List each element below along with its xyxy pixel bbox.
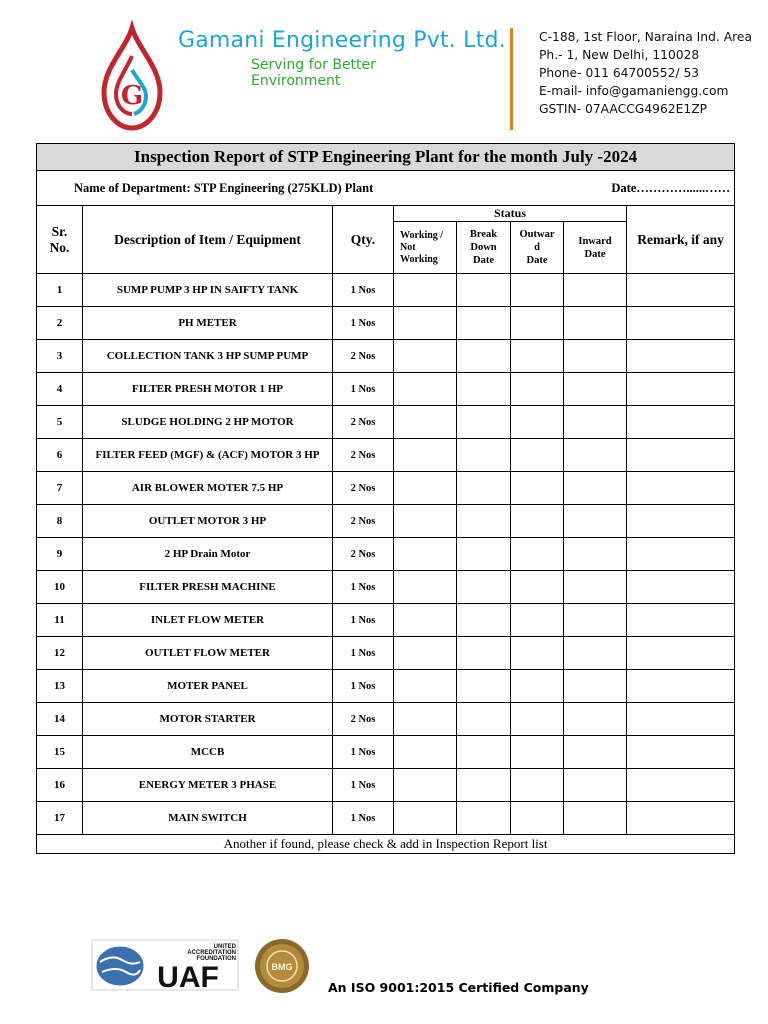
row-outward-date-cell[interactable] — [511, 505, 564, 538]
company-name: Gamani Engineering Pvt. Ltd. — [178, 28, 506, 53]
row-breakdown-date-cell[interactable] — [457, 373, 511, 406]
row-qty: 1 Nos — [333, 307, 394, 340]
row-remark-cell[interactable] — [627, 670, 735, 703]
col-status: Status — [394, 206, 627, 222]
table-row — [37, 571, 735, 604]
contact-email: E-mail- info@gamaniengg.com — [539, 84, 729, 98]
row-outward-date-cell[interactable] — [511, 538, 564, 571]
row-sr-no: 1 — [37, 274, 83, 307]
row-breakdown-date-cell[interactable] — [457, 505, 511, 538]
row-item-description: AIR BLOWER MOTER 7.5 HP — [83, 472, 333, 505]
header-divider — [510, 28, 513, 130]
row-working-cell[interactable] — [394, 274, 457, 307]
table-row — [37, 373, 735, 406]
row-sr-no: 5 — [37, 406, 83, 439]
row-working-cell[interactable] — [394, 604, 457, 637]
row-sr-no: 17 — [37, 802, 83, 835]
contact-address-line2: Ph.- 1, New Delhi, 110028 — [539, 48, 700, 62]
bmg-seal-icon — [240, 937, 324, 995]
row-outward-date-cell[interactable] — [511, 274, 564, 307]
table-row — [37, 604, 735, 637]
row-item-description: SUMP PUMP 3 HP IN SAIFTY TANK — [83, 274, 333, 307]
row-outward-date-cell[interactable] — [511, 340, 564, 373]
row-inward-date-cell[interactable] — [564, 670, 627, 703]
row-remark-cell[interactable] — [627, 406, 735, 439]
company-tagline: Serving for Better Environment — [251, 57, 376, 89]
row-qty: 1 Nos — [333, 802, 394, 835]
row-working-cell[interactable] — [394, 472, 457, 505]
col-outward-date — [511, 222, 564, 274]
col-breakdown-line2: Down — [470, 242, 497, 253]
uaf-text-line1: UNITED — [213, 944, 236, 950]
row-item-description: PH METER — [83, 307, 333, 340]
row-outward-date-cell[interactable] — [511, 769, 564, 802]
row-sr-no: 15 — [37, 736, 83, 769]
row-remark-cell[interactable] — [627, 439, 735, 472]
table-row — [37, 274, 735, 307]
uaf-text-line3: FOUNDATION — [196, 956, 236, 962]
row-qty: 1 Nos — [333, 637, 394, 670]
row-outward-date-cell[interactable] — [511, 571, 564, 604]
table-row — [37, 439, 735, 472]
col-outward-line3: Date — [526, 255, 548, 266]
col-breakdown-line1: Break — [469, 229, 498, 240]
row-inward-date-cell[interactable] — [564, 538, 627, 571]
row-sr-no: 12 — [37, 637, 83, 670]
table-row — [37, 670, 735, 703]
row-inward-date-cell[interactable] — [564, 571, 627, 604]
row-qty: 2 Nos — [333, 472, 394, 505]
row-remark-cell[interactable] — [627, 472, 735, 505]
row-outward-date-cell[interactable] — [511, 307, 564, 340]
row-remark-cell[interactable] — [627, 274, 735, 307]
row-item-description: MCCB — [83, 736, 333, 769]
uaf-logo-icon — [92, 940, 238, 994]
row-item-description: OUTLET FLOW METER — [83, 637, 333, 670]
row-inward-date-cell[interactable] — [564, 274, 627, 307]
row-working-cell[interactable] — [394, 736, 457, 769]
row-breakdown-date-cell[interactable] — [457, 538, 511, 571]
row-item-description: INLET FLOW METER — [83, 604, 333, 637]
table-row — [37, 340, 735, 373]
table-body — [37, 274, 735, 835]
row-working-cell[interactable] — [394, 538, 457, 571]
row-sr-no: 13 — [37, 670, 83, 703]
row-sr-no: 16 — [37, 769, 83, 802]
row-qty: 1 Nos — [333, 604, 394, 637]
row-outward-date-cell[interactable] — [511, 670, 564, 703]
row-outward-date-cell[interactable] — [511, 439, 564, 472]
department-row — [37, 171, 735, 206]
contact-address-line1: C-188, 1st Floor, Naraina Ind. Area — [539, 30, 753, 44]
row-item-description: COLLECTION TANK 3 HP SUMP PUMP — [83, 340, 333, 373]
table-row — [37, 736, 735, 769]
row-qty: 1 Nos — [333, 571, 394, 604]
row-inward-date-cell[interactable] — [564, 505, 627, 538]
row-inward-date-cell[interactable] — [564, 307, 627, 340]
row-outward-date-cell[interactable] — [511, 373, 564, 406]
row-remark-cell[interactable] — [627, 802, 735, 835]
uaf-letters: UAF — [157, 961, 219, 994]
row-remark-cell[interactable] — [627, 703, 735, 736]
row-item-description: ENERGY METER 3 PHASE — [83, 769, 333, 802]
row-item-description: FILTER PRESH MACHINE — [83, 571, 333, 604]
row-inward-date-cell[interactable] — [564, 604, 627, 637]
bmg-text: BMG — [271, 962, 293, 972]
row-breakdown-date-cell[interactable] — [457, 571, 511, 604]
row-remark-cell[interactable] — [627, 505, 735, 538]
col-sr-no — [37, 206, 83, 274]
col-outward-line1: Outwar — [519, 229, 555, 240]
row-breakdown-date-cell[interactable] — [457, 439, 511, 472]
row-breakdown-date-cell[interactable] — [457, 769, 511, 802]
inspection-report-table — [36, 143, 735, 854]
row-item-description: 2 HP Drain Motor — [83, 538, 333, 571]
row-qty: 2 Nos — [333, 703, 394, 736]
iso-certified-text: An ISO 9001:2015 Certified Company — [328, 980, 589, 995]
row-breakdown-date-cell[interactable] — [457, 637, 511, 670]
row-breakdown-date-cell[interactable] — [457, 274, 511, 307]
row-remark-cell[interactable] — [627, 307, 735, 340]
row-outward-date-cell[interactable] — [511, 637, 564, 670]
row-outward-date-cell[interactable] — [511, 406, 564, 439]
row-sr-no: 8 — [37, 505, 83, 538]
table-row — [37, 769, 735, 802]
col-outward-line2: d — [534, 242, 540, 253]
row-working-cell[interactable] — [394, 769, 457, 802]
row-item-description: FILTER PRESH MOTOR 1 HP — [83, 373, 333, 406]
row-item-description: SLUDGE HOLDING 2 HP MOTOR — [83, 406, 333, 439]
row-breakdown-date-cell[interactable] — [457, 307, 511, 340]
row-breakdown-date-cell[interactable] — [457, 604, 511, 637]
col-working-line1: Working / — [400, 229, 444, 241]
table-row — [37, 637, 735, 670]
row-inward-date-cell[interactable] — [564, 406, 627, 439]
row-inward-date-cell[interactable] — [564, 340, 627, 373]
row-sr-no: 14 — [37, 703, 83, 736]
row-inward-date-cell[interactable] — [564, 637, 627, 670]
uaf-text-line2: ACCREDITATION — [187, 950, 236, 956]
row-outward-date-cell[interactable] — [511, 736, 564, 769]
row-inward-date-cell[interactable] — [564, 703, 627, 736]
col-remark: Remark, if any — [627, 206, 735, 274]
row-breakdown-date-cell[interactable] — [457, 340, 511, 373]
col-sr-label: Sr. — [51, 223, 68, 239]
row-inward-date-cell[interactable] — [564, 736, 627, 769]
row-working-cell[interactable] — [394, 439, 457, 472]
contact-gstin: GSTIN- 07AACCG4962E1ZP — [539, 102, 708, 116]
row-sr-no: 2 — [37, 307, 83, 340]
row-working-cell[interactable] — [394, 703, 457, 736]
row-sr-no: 3 — [37, 340, 83, 373]
table-row — [37, 307, 735, 340]
row-inward-date-cell[interactable] — [564, 769, 627, 802]
row-qty: 2 Nos — [333, 439, 394, 472]
row-working-cell[interactable] — [394, 637, 457, 670]
row-item-description: MOTER PANEL — [83, 670, 333, 703]
contact-block — [539, 28, 752, 118]
col-inward-line1: Inward — [578, 235, 612, 247]
row-qty: 1 Nos — [333, 769, 394, 802]
logo-letter: G — [120, 81, 144, 111]
footer-note: Another if found, please check & add in Inspection Report list — [37, 835, 735, 854]
row-working-cell[interactable] — [394, 340, 457, 373]
row-outward-date-cell[interactable] — [511, 802, 564, 835]
col-working-line3: Working — [400, 253, 438, 265]
col-inward-line2: Date — [584, 248, 606, 260]
row-inward-date-cell[interactable] — [564, 439, 627, 472]
row-qty: 1 Nos — [333, 373, 394, 406]
row-working-cell[interactable] — [394, 307, 457, 340]
table-row — [37, 802, 735, 835]
row-qty: 2 Nos — [333, 505, 394, 538]
row-item-description: MAIN SWITCH — [83, 802, 333, 835]
table-row — [37, 505, 735, 538]
row-working-cell[interactable] — [394, 802, 457, 835]
row-breakdown-date-cell[interactable] — [457, 736, 511, 769]
col-working — [394, 222, 457, 274]
row-remark-cell[interactable] — [627, 604, 735, 637]
report-title: Inspection Report of STP Engineering Plant for the month July -2024 — [37, 144, 735, 171]
table-row — [37, 538, 735, 571]
table-row — [37, 472, 735, 505]
row-breakdown-date-cell[interactable] — [457, 802, 511, 835]
row-outward-date-cell[interactable] — [511, 472, 564, 505]
col-inward-date — [564, 222, 627, 274]
row-remark-cell[interactable] — [627, 637, 735, 670]
row-qty: 1 Nos — [333, 736, 394, 769]
row-breakdown-date-cell[interactable] — [457, 670, 511, 703]
row-sr-no: 4 — [37, 373, 83, 406]
row-sr-no: 11 — [37, 604, 83, 637]
row-item-description: FILTER FEED (MGF) & (ACF) MOTOR 3 HP — [83, 439, 333, 472]
col-no-label: No. — [49, 239, 70, 255]
row-breakdown-date-cell[interactable] — [457, 406, 511, 439]
row-qty: 2 Nos — [333, 340, 394, 373]
col-qty: Qty. — [333, 206, 394, 274]
row-item-description: MOTOR STARTER — [83, 703, 333, 736]
row-sr-no: 10 — [37, 571, 83, 604]
row-inward-date-cell[interactable] — [564, 373, 627, 406]
row-qty: 2 Nos — [333, 406, 394, 439]
col-breakdown-line3: Date — [473, 255, 494, 266]
col-breakdown-date — [457, 222, 511, 274]
row-working-cell[interactable] — [394, 571, 457, 604]
row-working-cell[interactable] — [394, 670, 457, 703]
row-working-cell[interactable] — [394, 373, 457, 406]
col-working-line2: Not — [400, 241, 416, 253]
row-qty: 1 Nos — [333, 274, 394, 307]
row-remark-cell[interactable] — [627, 769, 735, 802]
row-remark-cell[interactable] — [627, 373, 735, 406]
row-sr-no: 9 — [37, 538, 83, 571]
row-remark-cell[interactable] — [627, 571, 735, 604]
contact-phone: Phone- 011 64700552/ 53 — [539, 66, 700, 80]
table-row — [37, 703, 735, 736]
table-row — [37, 406, 735, 439]
row-qty: 1 Nos — [333, 670, 394, 703]
row-working-cell[interactable] — [394, 406, 457, 439]
row-remark-cell[interactable] — [627, 340, 735, 373]
company-logo-icon — [96, 26, 168, 130]
row-item-description: OUTLET MOTOR 3 HP — [83, 505, 333, 538]
row-remark-cell[interactable] — [627, 538, 735, 571]
row-remark-cell[interactable] — [627, 736, 735, 769]
row-working-cell[interactable] — [394, 505, 457, 538]
row-qty: 2 Nos — [333, 538, 394, 571]
row-outward-date-cell[interactable] — [511, 703, 564, 736]
date-field: Date…………......…… — [611, 181, 731, 195]
row-inward-date-cell[interactable] — [564, 472, 627, 505]
row-inward-date-cell[interactable] — [564, 802, 627, 835]
row-breakdown-date-cell[interactable] — [457, 703, 511, 736]
row-sr-no: 6 — [37, 439, 83, 472]
col-description: Description of Item / Equipment — [83, 206, 333, 274]
department-name: Name of Department: STP Engineering (275KLD) Plant — [74, 181, 374, 195]
row-sr-no: 7 — [37, 472, 83, 505]
row-outward-date-cell[interactable] — [511, 604, 564, 637]
row-breakdown-date-cell[interactable] — [457, 472, 511, 505]
